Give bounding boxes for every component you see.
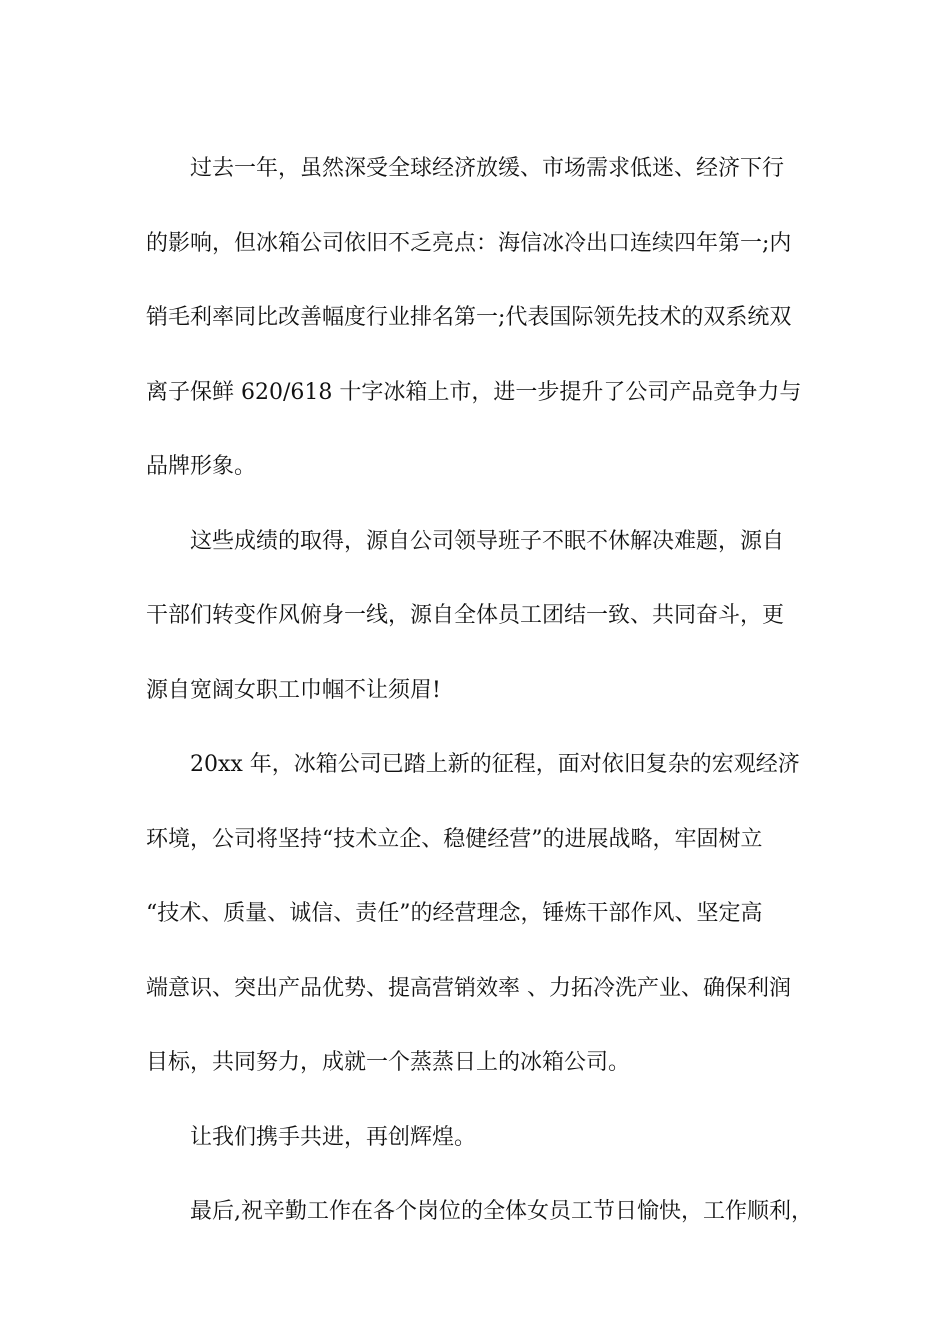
paragraph-1 <box>146 132 810 505</box>
paragraph-4 <box>146 1101 810 1176</box>
text-line: 的影响，但冰箱公司依旧不乏亮点：海信冰冷出口连续四年第一;内 <box>146 230 792 256</box>
paragraph-3 <box>146 728 810 1101</box>
text-line: “技术、质量、诚信、责任”的经营理念，锤炼干部作风、坚定高 <box>146 901 763 926</box>
text-line: 品牌形象。 <box>146 454 257 479</box>
text-line: 源自宽阔女职工巾帼不让须眉! <box>146 677 441 703</box>
document-body <box>146 132 813 1250</box>
text-line: 这些成绩的取得，源自公司领导班子不眠不休解决难题，源自 <box>190 528 785 554</box>
paragraph-5 <box>146 1175 813 1250</box>
text-line: 让我们携手共进，再创辉煌。 <box>190 1124 477 1150</box>
text-line: 端意识、突出产品优势、提高营销效率 、力拓冷洗产业、确保利润 <box>146 975 791 1001</box>
text-line: 目标，共同努力，成就一个蒸蒸日上的冰箱公司。 <box>146 1050 631 1075</box>
paragraph-2 <box>146 505 810 729</box>
text-line: 20xx 年，冰箱公司已踏上新的征程，面对依旧复杂的宏观经济 <box>190 752 800 777</box>
text-line: 过去一年，虽然深受全球经济放缓、市场需求低迷、经济下行 <box>190 156 785 181</box>
text-line: 最后,祝辛勤工作在各个岗位的全体女员工节日愉快，工作顺利， <box>190 1199 813 1224</box>
text-line: 干部们转变作风俯身一线，源自全体员工团结一致、共同奋斗，更 <box>146 603 785 628</box>
text-line: 销毛利率同比改善幅度行业排名第一;代表国际领先技术的双系统双 <box>146 305 792 330</box>
text-line: 离子保鲜 620/618 十字冰箱上市，进一步提升了公司产品竞争力与 <box>146 379 802 405</box>
text-line: 环境，公司将坚持“技术立企、稳健经营”的进展战略，牢固树立 <box>146 826 763 852</box>
